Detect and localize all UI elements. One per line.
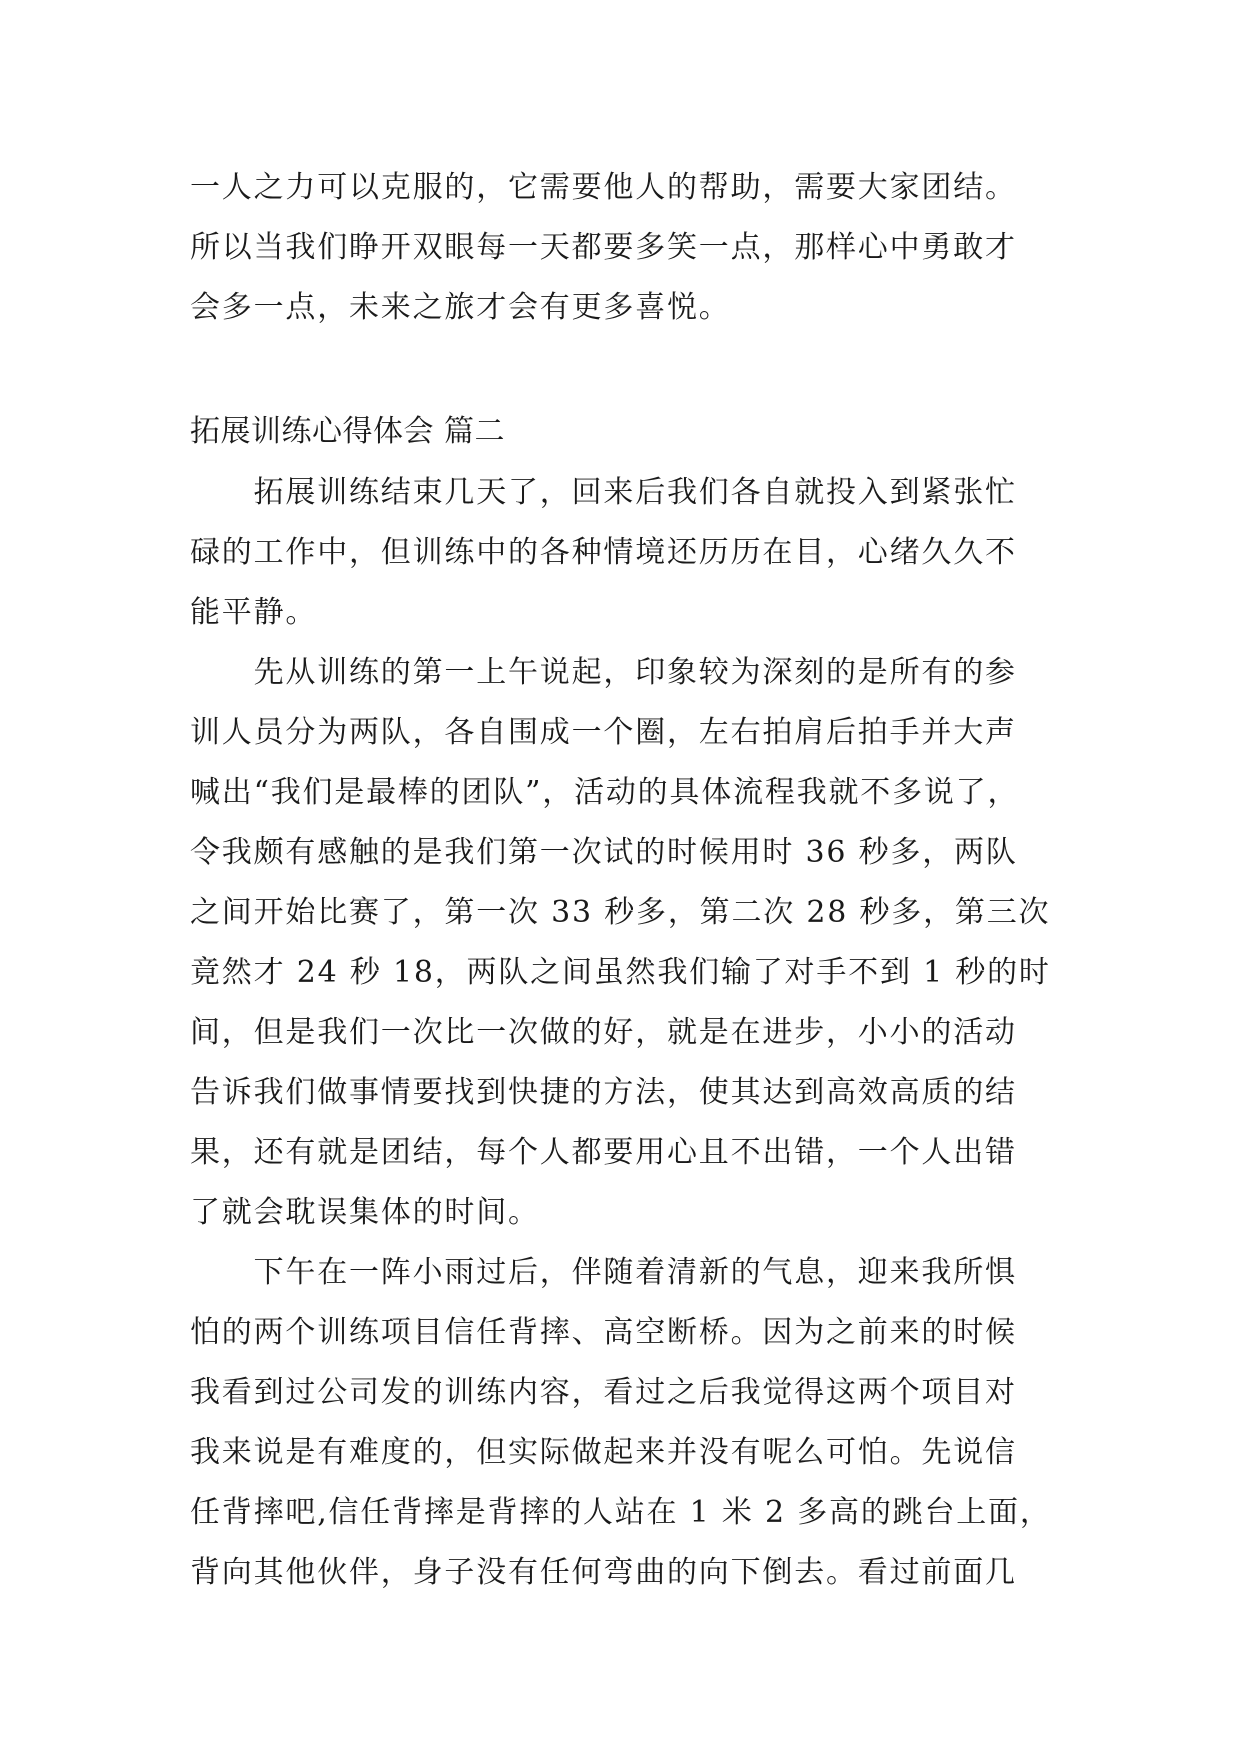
paragraph-line: 喊出“我们是最棒的团队”，活动的具体流程我就不多说了， (190, 775, 1020, 810)
paragraph-line: 我来说是有难度的，但实际做起来并没有呢么可怕。先说信 (190, 1435, 1017, 1470)
paragraph-line: 了就会耽误集体的时间。 (190, 1195, 540, 1230)
paragraph-line: 能平静。 (190, 595, 318, 630)
paragraph-line: 果，还有就是团结，每个人都要用心且不出错，一个人出错 (190, 1135, 1017, 1170)
paragraph-line: 先从训练的第一上午说起，印象较为深刻的是所有的参 (190, 655, 1017, 690)
paragraph-line: 之间开始比赛了，第一次 33 秒多，第二次 28 秒多，第三次 (190, 895, 1051, 930)
paragraph-line: 怕的两个训练项目信任背摔、高空断桥。因为之前来的时候 (190, 1315, 1017, 1350)
paragraph-line: 碌的工作中，但训练中的各种情境还历历在目，心绪久久不 (190, 535, 1017, 570)
text-line: 会多一点，未来之旅才会有更多喜悦。 (190, 290, 731, 325)
paragraph-line: 令我颇有感触的是我们第一次试的时候用时 36 秒多，两队 (190, 835, 1018, 870)
section-title: 拓展训练心得体会 篇二 (190, 414, 506, 449)
paragraph-line: 告诉我们做事情要找到快捷的方法，使其达到高效高质的结 (190, 1075, 1017, 1110)
paragraph-line: 训人员分为两队，各自围成一个圈，左右拍肩后拍手并大声 (190, 715, 1017, 750)
paragraph-line: 竟然才 24 秒 18，两队之间虽然我们输了对手不到 1 秒的时 (190, 955, 1051, 990)
paragraph-line: 背向其他伙伴，身子没有任何弯曲的向下倒去。看过前面几 (190, 1555, 1017, 1590)
text-line: 一人之力可以克服的，它需要他人的帮助，需要大家团结。 (190, 170, 1017, 205)
paragraph-line: 任背摔吧,信任背摔是背摔的人站在 1 米 2 多高的跳台上面， (190, 1495, 1052, 1530)
paragraph-line: 间，但是我们一次比一次做的好，就是在进步，小小的活动 (190, 1015, 1017, 1050)
text-line: 所以当我们睁开双眼每一天都要多笑一点，那样心中勇敢才 (190, 230, 1017, 265)
paragraph-line: 我看到过公司发的训练内容，看过之后我觉得这两个项目对 (190, 1375, 1017, 1410)
paragraph-line: 下午在一阵小雨过后，伴随着清新的气息，迎来我所惧 (190, 1255, 1017, 1290)
paragraph-line: 拓展训练结束几天了，回来后我们各自就投入到紧张忙 (190, 475, 1017, 510)
